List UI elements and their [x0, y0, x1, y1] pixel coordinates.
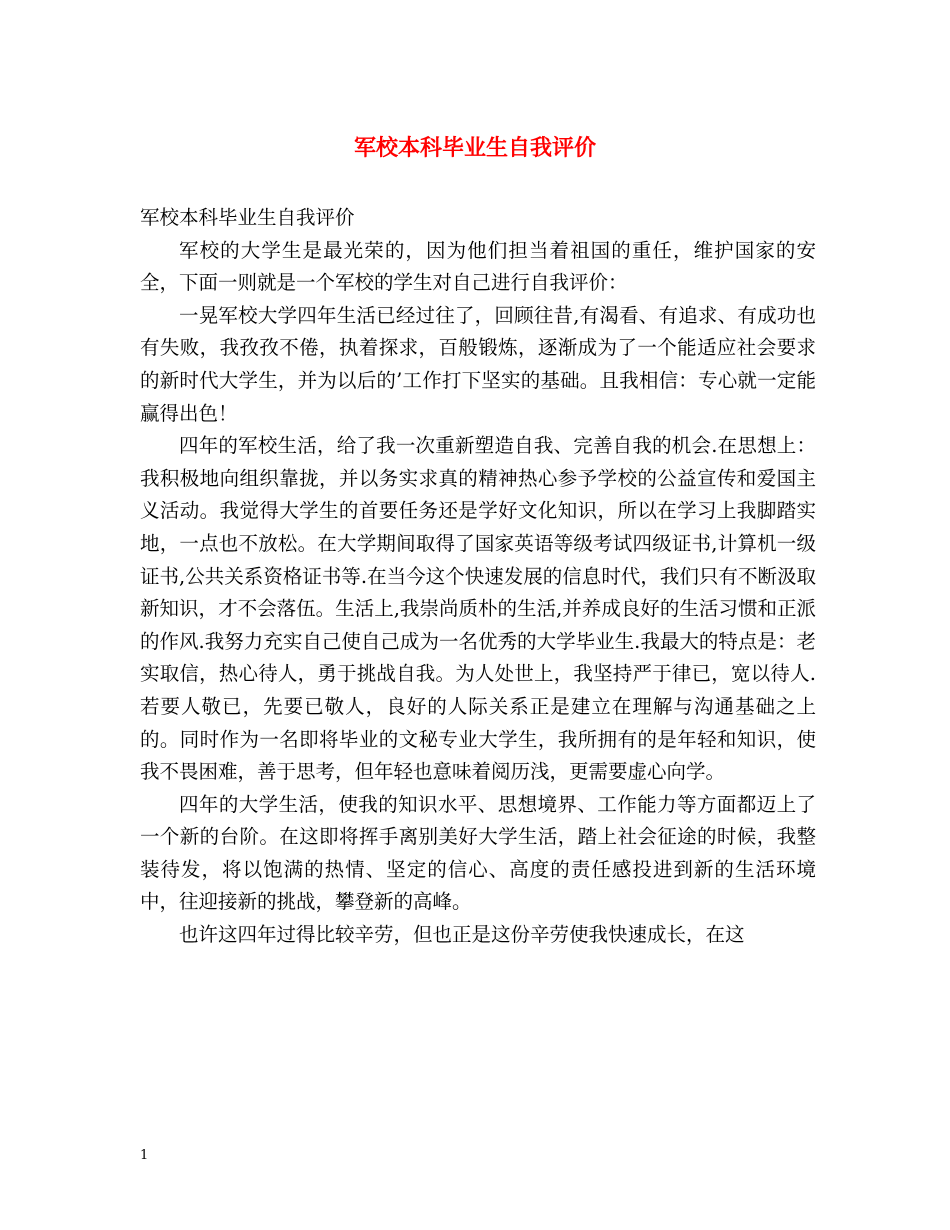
page-title: 军校本科毕业生自我评价 [353, 135, 596, 161]
paragraph: 也许这四年过得比较辛劳，但也正是这份辛劳使我快速成长，在这 [179, 923, 745, 947]
paragraph: 一晃军校大学四年生活已经过往了，回顾往昔,有渴看、有追求、有成功也有失败，我孜孜不倦，执着探求，百般锻炼，逐渐成为了一个能适应社会要求的新时代大学生，并为以后的’工作打下坚实的基础。且我相信：专心就一定能赢得出色！ [140, 303, 816, 425]
paragraph: 军校本科毕业生自我评价 [140, 206, 355, 229]
paragraph: 四年的大学生活，使我的知识水平、思想境界、工作能力等方面都迈上了一个新的台阶。在这即将挥手离别美好大学生活，踏上社会征途的时候，我整装待发，将以饱满的热情、坚定的信心、高度的责任感投进到新的生活环境中，往迎接新的挑战，攀登新的高峰。 [140, 792, 816, 914]
paragraph: 四年的军校生活，给了我一次重新塑造自我、完善自我的机会.在思想上：我积极地向组织靠拢，并以务实求真的精神热心参予学校的公益宣传和爱国主义活动。我觉得大学生的首要任务还是学好文化知识，所以在学习上我脚踏实地，一点也不放松。在大学期间取得了国家英语等级考试四级证书,计算机一级证书,公共关系资格证书等.在当今这个快速发展的信息时代，我们只有不断汲取新知识，才不会落伍。生活上,我崇尚质朴的生活,并养成良好的生活习惯和正派的作风.我努力充实自己使自己成为一名优秀的大学毕业生.我最大的特点是：老实取信，热心待人，勇于挑战自我。为人处世上，我坚持严于律已，宽以待人.若要人敬已，先要已敬人，良好的人际关系正是建立在理解与沟通基础之上的。同时作为一名即将毕业的文秘专业大学生，我所拥有的是年轻和知识，使我不畏困难，善于思考，但年轻也意味着阅历浅，更需要虚心向学。 [140, 434, 816, 784]
document-body [140, 202, 816, 952]
page-number: 1 [140, 1148, 149, 1163]
paragraph: 军校的大学生是最光荣的，因为他们担当着祖国的重任，维护国家的安全，下面一则就是一个军校的学生对自己进行自我评价： [140, 238, 816, 295]
